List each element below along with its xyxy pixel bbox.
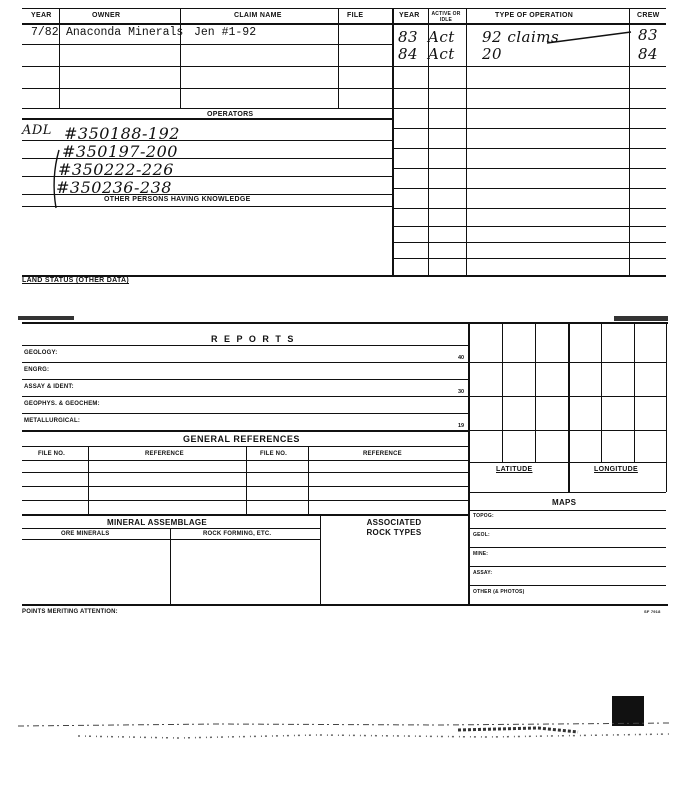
map-assay: ASSAY: xyxy=(473,570,493,576)
handwritten-underline xyxy=(545,30,635,46)
report-geophysics: GEOPHYS. & GEOCHEM: xyxy=(24,401,100,407)
header-crew: CREW xyxy=(637,12,660,19)
report-geology-num: 40 xyxy=(458,355,465,361)
activity-crew-2: 84 xyxy=(638,45,659,63)
ore-minerals-label: ORE MINERALS xyxy=(61,531,110,537)
ref-header-reference-2: REFERENCE xyxy=(363,451,402,457)
header-activity-year: YEAR xyxy=(399,12,420,19)
general-references-title: GENERAL REFERENCES xyxy=(183,434,300,444)
report-metallurgical: METALLURGICAL: xyxy=(24,418,81,424)
report-assay-num: 30 xyxy=(458,389,465,395)
map-topog: TOPOG: xyxy=(473,513,494,519)
ref-header-file-no-2: FILE NO. xyxy=(260,451,287,457)
record-owner: Anaconda Minerals xyxy=(66,26,184,39)
operators-prefix: ADL xyxy=(22,123,52,138)
header-year: YEAR xyxy=(31,12,52,19)
report-metallurgical-num: 19 xyxy=(458,423,465,429)
operator-entry-4: #350236-238 xyxy=(56,178,172,197)
rock-forming-label: ROCK FORMING, ETC. xyxy=(203,531,272,537)
scan-mark-left xyxy=(18,316,74,320)
land-status-title: LAND STATUS (OTHER DATA) xyxy=(22,277,130,284)
operators-title: OPERATORS xyxy=(204,111,256,118)
other-persons-title: OTHER PERSONS HAVING KNOWLEDGE xyxy=(104,196,251,203)
report-geology: GEOLOGY: xyxy=(24,350,58,356)
activity-operation-2: 20 xyxy=(482,45,503,63)
activity-status-2: Act xyxy=(428,45,455,63)
header-owner: OWNER xyxy=(92,12,121,19)
header-file: FILE xyxy=(347,12,364,19)
ref-header-file-no-1: FILE NO. xyxy=(38,451,65,457)
latitude-label: LATITUDE xyxy=(496,466,533,473)
map-other: OTHER (& PHOTOS) xyxy=(473,589,525,595)
record-claim-name: Jen #1-92 xyxy=(194,26,257,39)
operator-entry-3: #350222-226 xyxy=(58,160,174,179)
report-engineering: ENGRG: xyxy=(24,367,50,373)
header-type-of-operation: TYPE OF OPERATION xyxy=(495,12,574,19)
activity-crew-1: 83 xyxy=(638,26,659,44)
header-claim-name: CLAIM NAME xyxy=(234,12,282,19)
associated-rock-types-label: ASSOCIATED ROCK TYPES xyxy=(366,518,422,537)
scan-noise-band xyxy=(18,718,670,748)
form-number: SF 7918 xyxy=(644,609,661,614)
maps-title: MAPS xyxy=(552,498,577,507)
bracket-mark xyxy=(48,148,62,212)
operator-entry-2: #350197-200 xyxy=(62,142,178,161)
activity-status-1: Act xyxy=(428,28,455,46)
longitude-label: LONGITUDE xyxy=(594,466,638,473)
ref-header-reference-1: REFERENCE xyxy=(145,451,184,457)
map-geol: GEOL: xyxy=(473,532,490,538)
map-mine: MINE: xyxy=(473,551,489,557)
report-assay: ASSAY & IDENT: xyxy=(24,384,74,390)
activity-year-1: 83 xyxy=(398,28,419,46)
reports-title: R E P O R T S xyxy=(211,334,296,344)
header-active-or-idle: ACTIVE OR IDLE xyxy=(431,11,461,23)
record-year: 7/82 xyxy=(31,26,59,39)
operator-entry-1: #350188-192 xyxy=(64,124,180,143)
activity-year-2: 84 xyxy=(398,45,419,63)
activity-operation-1: 92 claims xyxy=(482,28,560,46)
scan-mark-right xyxy=(614,316,668,321)
mineral-assemblage-title: MINERAL ASSEMBLAGE xyxy=(107,518,208,527)
points-title: POINTS MERITING ATTENTION: xyxy=(22,609,118,615)
